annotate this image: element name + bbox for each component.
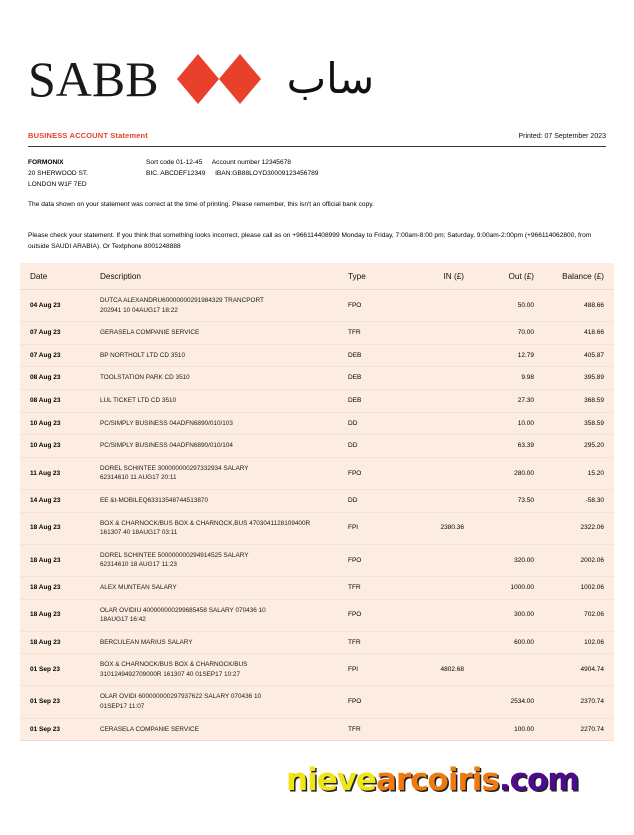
- cell-description: [92, 344, 342, 367]
- page-title: BUSINESS ACCOUNT Statement: [28, 131, 148, 140]
- cell-in: [400, 412, 472, 435]
- cell-description: [92, 435, 342, 458]
- table-row: [20, 457, 614, 489]
- cell-out: 9.98: [472, 367, 544, 390]
- cell-date: 01 Sep 23: [20, 686, 92, 718]
- cell-balance: 2270.74: [544, 718, 614, 741]
- description-line-1: CERASELA COMPANIE SERVICE: [100, 725, 199, 733]
- cell-out: 63.39: [472, 435, 544, 458]
- table-row: [20, 512, 614, 544]
- cell-type: FPI: [342, 654, 400, 686]
- iban-code: IBAN:GB88LOYD30009123456789: [215, 170, 319, 178]
- customer-address-line1: 20 SHERWOOD ST.: [28, 170, 88, 178]
- cell-balance: 405.87: [544, 344, 614, 367]
- header-divider: [28, 146, 606, 147]
- cell-type: TFR: [342, 631, 400, 654]
- cell-date: 18 Aug 23: [20, 576, 92, 599]
- description-line-1: BERCULEAN MARIUS SALARY: [100, 638, 193, 646]
- account-id-line1: [146, 157, 606, 168]
- brand-arabic-wordmark: ساب: [286, 54, 375, 103]
- table-header-row: [20, 263, 614, 290]
- table-row: [20, 344, 614, 367]
- cell-description: [92, 489, 342, 512]
- table-row: [20, 489, 614, 512]
- table-row: [20, 654, 614, 686]
- statement-header: [28, 131, 606, 140]
- description-line-1: BOX & CHARNOCK/BUS BOX & CHARNOCK,BUS 4703041128109400R: [100, 519, 311, 527]
- cell-out: 70.00: [472, 322, 544, 345]
- cell-balance: 2322.06: [544, 512, 614, 544]
- cell-balance: 395.89: [544, 367, 614, 390]
- cell-description: [92, 654, 342, 686]
- cell-description: [92, 631, 342, 654]
- column-header-out: Out (£): [472, 263, 544, 290]
- cell-type: FPO: [342, 290, 400, 322]
- printing-disclaimer: The data shown on your statement was correct at the time of printing. Please remember, this isn't an official bank copy.: [28, 201, 374, 208]
- description-line-2: 161307 40 18AUG17 03:11: [100, 529, 178, 537]
- description-line-1: BOX & CHARNOCK/BUS BOX & CHARNOCK/BUS: [100, 661, 248, 669]
- cell-in: [400, 718, 472, 741]
- cell-date: 10 Aug 23: [20, 435, 92, 458]
- cell-balance: 418.66: [544, 322, 614, 345]
- table-row: [20, 576, 614, 599]
- description-line-1: LUL TICKET LTD CD 3510: [100, 396, 177, 404]
- cell-in: [400, 344, 472, 367]
- table-row: [20, 290, 614, 322]
- cell-description: [92, 718, 342, 741]
- cell-in: [400, 544, 472, 576]
- account-number: Account number 12345678: [211, 159, 291, 166]
- table-row: [20, 544, 614, 576]
- cell-in: [400, 322, 472, 345]
- table-row: [20, 631, 614, 654]
- cell-out: 300.00: [472, 599, 544, 631]
- cell-type: FPO: [342, 457, 400, 489]
- table-row: [20, 718, 614, 741]
- cell-date: 10 Aug 23: [20, 412, 92, 435]
- cell-type: DD: [342, 412, 400, 435]
- cell-out: 600.00: [472, 631, 544, 654]
- brand-header: [0, 38, 634, 120]
- cell-date: 18 Aug 23: [20, 599, 92, 631]
- cell-description: [92, 389, 342, 412]
- cell-out: 100.00: [472, 718, 544, 741]
- cell-date: 04 Aug 23: [20, 290, 92, 322]
- cell-out: [472, 512, 544, 544]
- cell-out: 73.50: [472, 489, 544, 512]
- cell-balance: 2370.74: [544, 686, 614, 718]
- description-line-1: TOOLSTATION PARK CD 3510: [100, 374, 190, 382]
- cell-balance: 295.20: [544, 435, 614, 458]
- cell-in: [400, 686, 472, 718]
- cell-description: [92, 412, 342, 435]
- cell-out: 50.00: [472, 290, 544, 322]
- cell-in: [400, 599, 472, 631]
- column-header-balance: Balance (£): [544, 263, 614, 290]
- description-line-1: PC/SIMPLY BUSINESS 04ADFN6890/010/104: [100, 442, 233, 450]
- table-row: [20, 686, 614, 718]
- table-body: [20, 290, 614, 741]
- cell-type: FPO: [342, 544, 400, 576]
- transactions-table: [20, 263, 614, 741]
- watermark-part-2: arcoiris: [375, 762, 499, 798]
- description-line-2: 202941 10 04AUG17 18:22: [100, 306, 178, 314]
- cell-type: TFR: [342, 322, 400, 345]
- cell-balance: 102.06: [544, 631, 614, 654]
- cell-in: [400, 489, 472, 512]
- sort-code: Sort code 01-12-45: [146, 159, 203, 166]
- column-header-in: IN (£): [400, 263, 472, 290]
- site-watermark: [286, 762, 579, 798]
- cell-type: TFR: [342, 576, 400, 599]
- description-line-1: DOREL SCHINTEE 300000000297332934 SALARY: [100, 464, 249, 472]
- cell-description: [92, 576, 342, 599]
- description-line-2: 62314610 18 AUG17 11:23: [100, 561, 177, 569]
- column-header-description: Description: [92, 263, 342, 290]
- cell-description: [92, 599, 342, 631]
- cell-date: 18 Aug 23: [20, 544, 92, 576]
- account-identifiers: [146, 157, 606, 191]
- cell-type: DEB: [342, 389, 400, 412]
- cell-out: 320.00: [472, 544, 544, 576]
- cell-date: 08 Aug 23: [20, 389, 92, 412]
- cell-description: [92, 322, 342, 345]
- cell-out: 1000.00: [472, 576, 544, 599]
- description-line-1: GERASELA COMPANIE SERVICE: [100, 329, 200, 337]
- cell-in: [400, 290, 472, 322]
- printed-date: Printed: 07 September 2023: [518, 133, 606, 140]
- cell-in: [400, 367, 472, 390]
- cell-date: 07 Aug 23: [20, 322, 92, 345]
- customer-name: FORMONIX: [28, 159, 64, 166]
- cell-description: [92, 457, 342, 489]
- cell-type: DD: [342, 489, 400, 512]
- cell-type: TFR: [342, 718, 400, 741]
- cell-date: 07 Aug 23: [20, 344, 92, 367]
- cell-balance: 358.59: [544, 412, 614, 435]
- cell-in: [400, 435, 472, 458]
- cell-out: 10.00: [472, 412, 544, 435]
- cell-description: [92, 544, 342, 576]
- cell-type: DEB: [342, 367, 400, 390]
- cell-balance: 488.66: [544, 290, 614, 322]
- description-line-1: DOREL SCHINTEE 500000000294914525 SALARY: [100, 551, 249, 559]
- description-line-1: OLAR OVIDIU 400000000299685458 SALARY 070436 10: [100, 606, 266, 614]
- table-row: [20, 412, 614, 435]
- cell-description: [92, 686, 342, 718]
- cell-balance: 368.59: [544, 389, 614, 412]
- cell-description: [92, 512, 342, 544]
- description-line-1: BP NORTHOLT LTD CD 3510: [100, 351, 185, 359]
- description-line-1: EE &t-MOBILEQ63313548744513870: [100, 496, 209, 504]
- description-line-2: 18AUG17 16:42: [100, 616, 146, 624]
- cell-date: 08 Aug 23: [20, 367, 92, 390]
- contact-note: Please check your statement. If you think that something looks incorrect, please call as on +966114408999 Monday to Friday, 7:00am-8:00 pm; Saturday, 9:00am-2:00pm (+966114062800, from outside SAUDI ARABIA). Or Textphone 8001248888: [28, 232, 592, 250]
- cell-out: [472, 654, 544, 686]
- watermark-part-3: .com: [498, 762, 579, 798]
- customer-address-line2: LONDON W1F 7ED: [28, 181, 87, 189]
- cell-out: 2534.00: [472, 686, 544, 718]
- cell-in: [400, 576, 472, 599]
- cell-date: 14 Aug 23: [20, 489, 92, 512]
- cell-date: 18 Aug 23: [20, 512, 92, 544]
- account-id-line2: [146, 168, 606, 179]
- cell-in: [400, 457, 472, 489]
- description-line-2: 3101249492709000R 161307 40 01SEP17 10:27: [100, 670, 241, 678]
- cell-type: DEB: [342, 344, 400, 367]
- cell-description: [92, 367, 342, 390]
- cell-out: 27.30: [472, 389, 544, 412]
- cell-balance: 702.06: [544, 599, 614, 631]
- brand-wordmark: SABB: [28, 51, 159, 107]
- customer-address: [28, 157, 146, 191]
- column-header-type: Type: [342, 263, 400, 290]
- description-line-1: PC/SIMPLY BUSINESS 04ADFN6890/010/103: [100, 419, 233, 427]
- cell-balance: -58.30: [544, 489, 614, 512]
- hsbc-hexagon-icon: [177, 54, 261, 104]
- description-line-1: OLAR OVIDI 600000000297937622 SALARY 070436 10: [100, 693, 262, 701]
- cell-balance: 4904.74: [544, 654, 614, 686]
- account-details: [28, 157, 606, 191]
- description-line-1: ALEX MUNTEAN SALARY: [100, 583, 177, 591]
- cell-out: 280.00: [472, 457, 544, 489]
- bic-code: BIC. ABCDEF12349: [146, 170, 206, 178]
- cell-date: 01 Sep 23: [20, 654, 92, 686]
- description-line-2: 01SEP17 11:07: [100, 703, 145, 711]
- cell-in: [400, 631, 472, 654]
- cell-type: FPO: [342, 686, 400, 718]
- cell-type: FPI: [342, 512, 400, 544]
- cell-out: 12.79: [472, 344, 544, 367]
- watermark-part-1: nieve: [286, 762, 376, 798]
- cell-balance: 1002.06: [544, 576, 614, 599]
- table-row: [20, 322, 614, 345]
- cell-type: DD: [342, 435, 400, 458]
- description-line-2: 62314610 11 AUG17 20:11: [100, 474, 177, 482]
- table-row: [20, 367, 614, 390]
- cell-date: 11 Aug 23: [20, 457, 92, 489]
- description-line-1: DUTCA ALEXANDRU60000000291984329 TRANCPORT: [100, 297, 264, 304]
- table-row: [20, 389, 614, 412]
- cell-in: 4802.68: [400, 654, 472, 686]
- cell-in: [400, 389, 472, 412]
- cell-in: 2380.36: [400, 512, 472, 544]
- cell-type: FPO: [342, 599, 400, 631]
- column-header-date: Date: [20, 263, 92, 290]
- cell-date: 01 Sep 23: [20, 718, 92, 741]
- cell-balance: 2002.06: [544, 544, 614, 576]
- cell-balance: 15.20: [544, 457, 614, 489]
- table-row: [20, 435, 614, 458]
- table-row: [20, 599, 614, 631]
- cell-date: 18 Aug 23: [20, 631, 92, 654]
- cell-description: [92, 290, 342, 322]
